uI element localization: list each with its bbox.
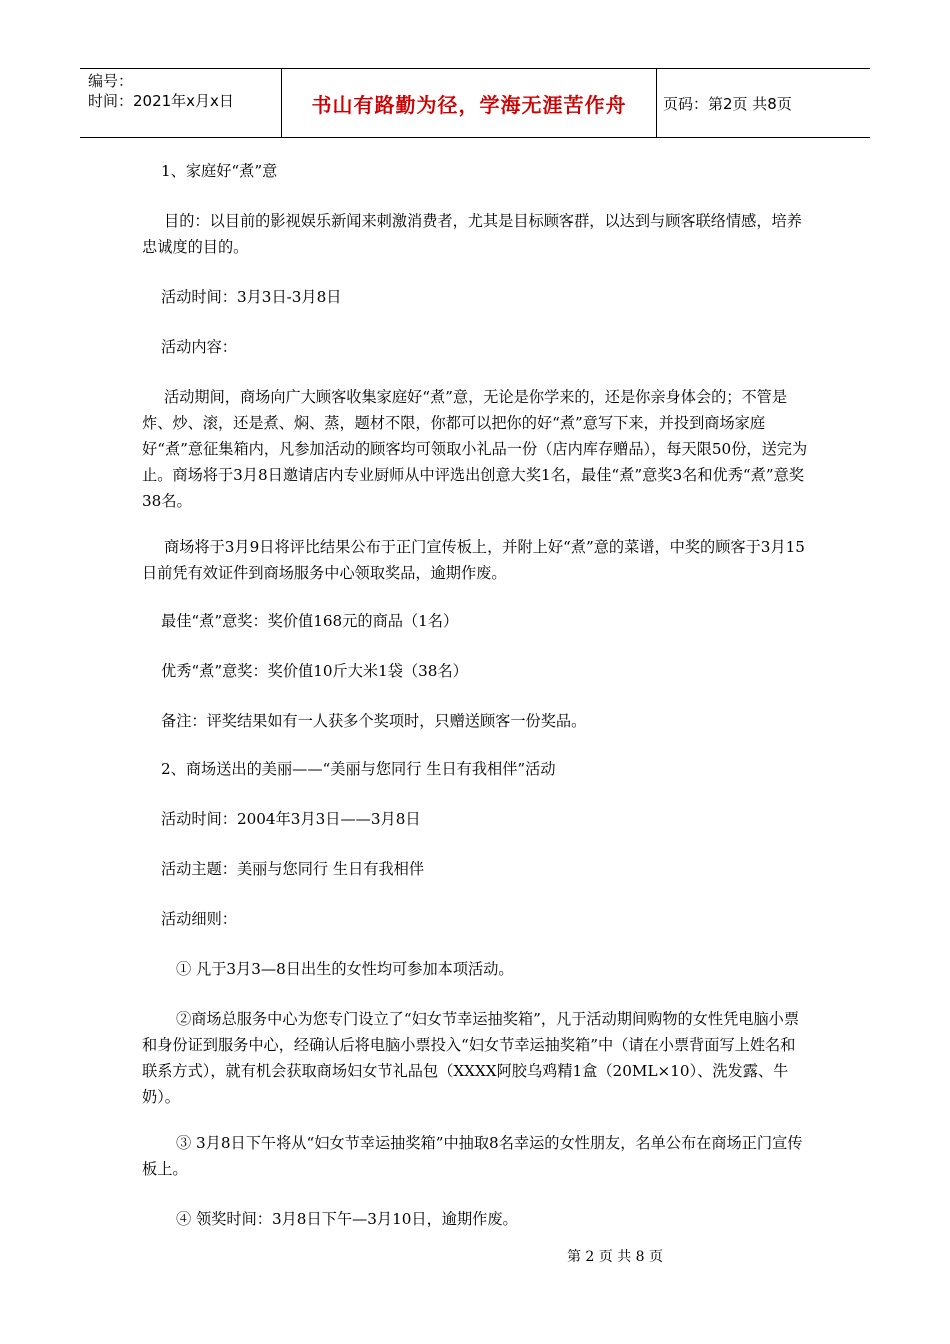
- paragraph-excellent-prize: 优秀“煮”意奖：奖价值10斤大米1袋（38名）: [161, 662, 468, 680]
- page-header: [80, 68, 870, 138]
- rule-item-4: ④ 领奖时间：3月8日下午—3月10日，逾期作废。: [176, 1210, 518, 1228]
- section-1-heading: 1、家庭好“煮”意: [161, 162, 278, 180]
- paragraph-activity-rules: 活动细则：: [161, 910, 237, 928]
- paragraph-note: 备注：评奖结果如有一人获多个奖项时，只赠送顾客一份奖品。: [161, 712, 587, 730]
- paragraph-activity-details: 活动期间，商场向广大顾客收集家庭好“煮”意，无论是你学来的，还是你亲身体会的；不管是炸、炒、滚，还是煮、焖、蒸，题材不限，你都可以把你的好“煮”意写下来，并投到商场家庭好“煮”意征集箱内，凡参加活动的顾客均可领取小礼品一份（店内库存赠品），每天限50份，送完为止。商场将于3月8日邀请店内专业厨师从中评选出创意大奖1名，最佳“煮”意奖3名和优秀“煮”意奖38名。: [142, 388, 808, 510]
- footer-page-number: 第 2 页 共 8 页: [566, 1249, 664, 1265]
- paragraph-best-prize: 最佳“煮”意奖：奖价值168元的商品（1名）: [161, 612, 459, 630]
- rule-item-3: ③ 3月8日下午将从“妇女节幸运抽奖箱”中抽取8名幸运的女性朋友，名单公布在商场正门宣传板上。: [142, 1134, 803, 1178]
- number-label: 编号：: [88, 72, 134, 90]
- rule-item-2: ②商场总服务中心为您专门设立了“妇女节幸运抽奖箱”，凡于活动期间购物的女性凭电脑小票和身份证到服务中心，经确认后将电脑小票投入“妇女节幸运抽奖箱”中（请在小票背面写上姓名和联系方式），就有机会获取商场妇女节礼品包（XXXX阿胶乌鸡精1盒（20ML×10）、洗发露、牛奶）。: [142, 1010, 800, 1106]
- paragraph-purpose: 目的：以目前的影视娱乐新闻来刺激消费者，尤其是目标顾客群，以达到与顾客联络情感，培养忠诚度的目的。: [142, 212, 802, 256]
- section-2-heading: 2、商场送出的美丽——“美丽与您同行 生日有我相伴”活动: [161, 760, 556, 778]
- page-footer: [0, 1246, 950, 1266]
- paragraph-activity-content: 活动内容：: [161, 338, 237, 356]
- paragraph-activity-time-2: 活动时间：2004年3月3日——3月8日: [161, 810, 421, 828]
- header-motto: 书山有路勤为径，学海无涯苦作舟: [282, 69, 657, 137]
- paragraph-activity-theme: 活动主题：美丽与您同行 生日有我相伴: [161, 860, 425, 878]
- time-label: 时间：2021年x月x日: [88, 92, 234, 110]
- header-page-label: 页码：第2页 共8页: [663, 94, 792, 113]
- paragraph-activity-time: 活动时间：3月3日-3月8日: [161, 288, 342, 306]
- paragraph-results: 商场将于3月9日将评比结果公布于正门宣传板上，并附上好“煮”意的菜谱，中奖的顾客于3月15日前凭有效证件到商场服务中心领取奖品，逾期作废。: [142, 538, 805, 582]
- rule-item-1: ① 凡于3月3—8日出生的女性均可参加本项活动。: [176, 960, 514, 978]
- header-meta: [80, 69, 282, 137]
